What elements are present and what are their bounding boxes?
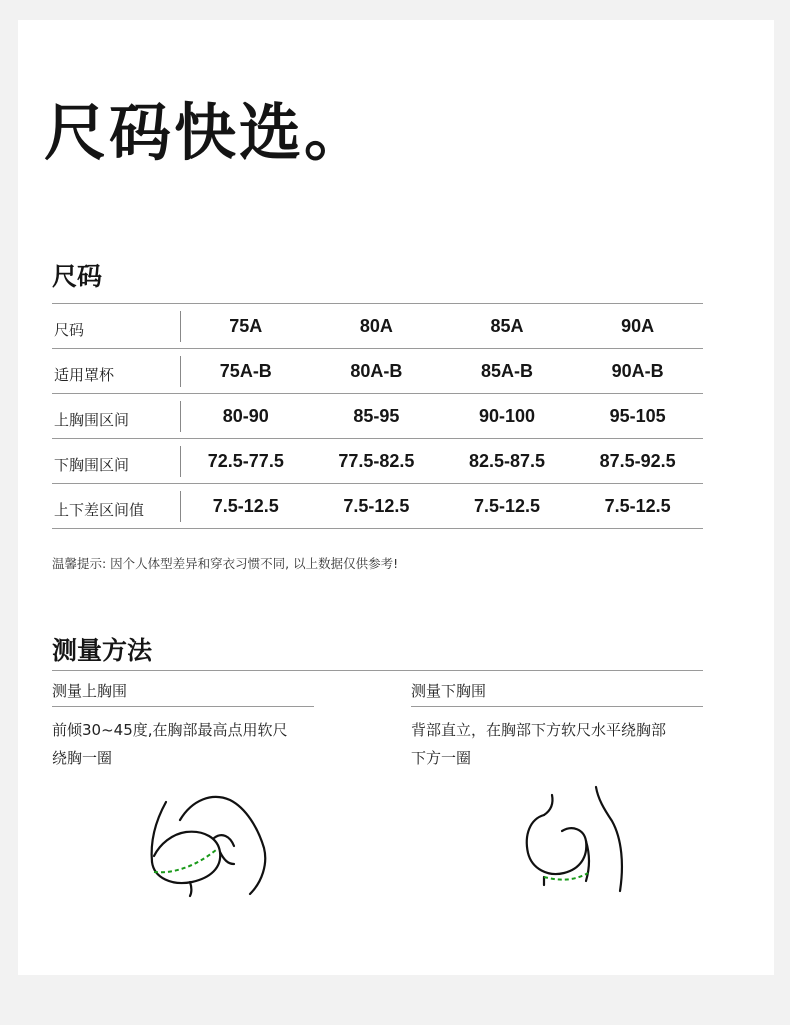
- table-cell: 90-100: [478, 405, 536, 426]
- table-row: [52, 439, 703, 484]
- upper-bust-method: [52, 680, 314, 772]
- description-line: 绕胸一圈: [52, 749, 113, 767]
- table-cell: 82.5-87.5: [468, 450, 546, 471]
- table-cell: 95-105: [609, 405, 666, 426]
- upper-bust-description: [52, 716, 352, 772]
- size-table: [52, 303, 703, 529]
- under-bust-heading: 测量下胸围: [411, 680, 703, 707]
- under-bust-measure-icon: [500, 785, 640, 895]
- method-section-title: 测量方法: [52, 636, 153, 665]
- table-cell: 80A-B: [350, 360, 403, 381]
- table-cell: 77.5-82.5: [338, 450, 415, 471]
- row-label: 上胸围区间: [52, 394, 181, 439]
- table-row: [52, 394, 703, 439]
- table-cell: 85A-B: [481, 360, 534, 381]
- table-cell: 90A: [621, 315, 655, 336]
- table-cell: 7.5-12.5: [604, 495, 671, 516]
- table-cell: 85-95: [353, 405, 400, 426]
- row-label: 上下差区间值: [52, 484, 181, 529]
- under-bust-description: [411, 716, 711, 772]
- table-row: [52, 484, 703, 529]
- table-cell: 7.5-12.5: [473, 495, 541, 516]
- table-cell: 75A-B: [219, 360, 272, 381]
- table-cell: 80-90: [222, 405, 269, 426]
- table-cell: 90A-B: [611, 360, 664, 381]
- divider: [52, 670, 703, 671]
- table-cell: 85A: [490, 315, 524, 336]
- table-cell: 7.5-12.5: [212, 495, 279, 516]
- table-cell: 87.5-92.5: [599, 450, 676, 471]
- size-section-title: 尺码: [52, 262, 103, 291]
- upper-bust-heading: 测量上胸围: [52, 680, 314, 707]
- size-tip: 温馨提示: 因个人体型差异和穿衣习惯不同, 以上数据仅供参考!: [52, 556, 399, 571]
- row-label: 下胸围区间: [52, 439, 181, 484]
- table-cell: 7.5-12.5: [343, 495, 410, 516]
- table-cell: 72.5-77.5: [207, 450, 284, 471]
- upper-bust-measure-icon: [130, 790, 270, 900]
- page-title: 尺码快选。: [44, 96, 370, 169]
- row-label: 适用罩杯: [52, 349, 181, 394]
- description-line: 下方一圈: [411, 749, 472, 767]
- table-cell: 80A: [359, 315, 393, 336]
- under-bust-method: [411, 680, 703, 772]
- table-row: [52, 349, 703, 394]
- description-line: 背部直立，在胸部下方软尺水平绕胸部: [411, 721, 667, 739]
- row-label: 尺码: [52, 304, 181, 349]
- description-line: 前倾30~45度,在胸部最高点用软尺: [52, 721, 288, 739]
- table-row: [52, 304, 703, 349]
- table-cell: 75A: [229, 315, 263, 336]
